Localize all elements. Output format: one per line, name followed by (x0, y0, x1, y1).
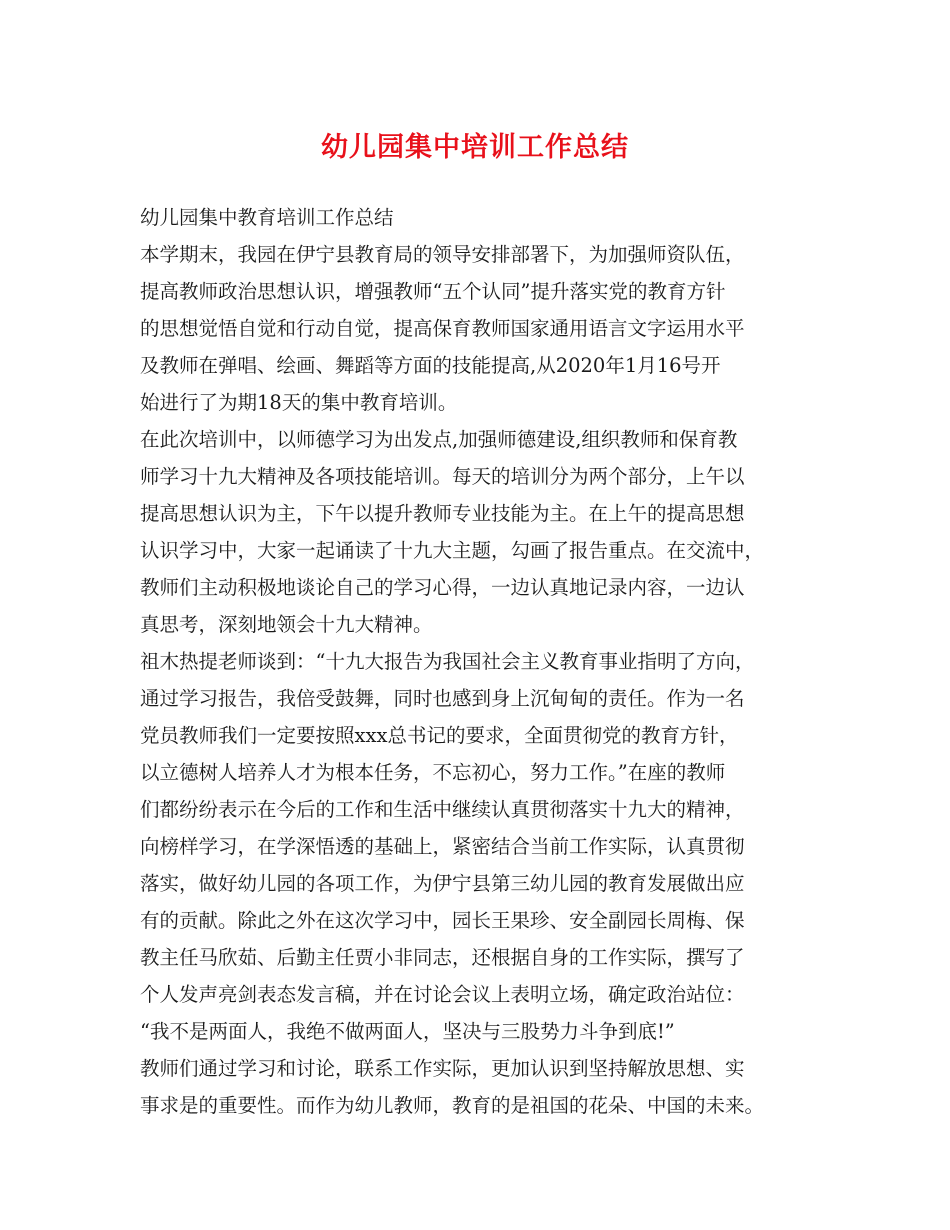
text-line: 本学期末，我园在伊宁县教育局的领导安排部署下，为加强师资队伍， (140, 243, 745, 266)
text-line: 认识学习中，大家一起诵读了十九大主题，勾画了报告重点。在交流中， (140, 539, 765, 562)
text-line: 通过学习报告，我倍受鼓舞，同时也感到身上沉甸甸的责任。作为一名 (140, 687, 745, 710)
text-line: 提高教师政治思想认识，增强教师“五个认同”提升落实党的教育方针 (140, 280, 726, 303)
text-line: 向榜样学习，在学深悟透的基础上，紧密结合当前工作实际，认真贯彻 (140, 835, 745, 858)
text-line: 始进行了为期18天的集中教育培训。 (140, 391, 458, 414)
text-line: 有的贡献。除此之外在这次学习中，园长王果珍、安全副园长周梅、保 (140, 909, 745, 932)
text-line: 的思想觉悟自觉和行动自觉，提高保育教师国家通用语言文字运用水平 (140, 317, 745, 340)
text-line: 师学习十九大精神及各项技能培训。每天的培训分为两个部分，上午以 (140, 465, 745, 488)
text-line: 教师们通过学习和讨论，联系工作实际，更加认识到坚持解放思想、实 (140, 1057, 745, 1080)
text-line: 以立德树人培养人才为根本任务，不忘初心，努力工作。”在座的教师 (140, 761, 726, 784)
text-line: 教主任马欣茹、后勤主任贾小非同志，还根据自身的工作实际，撰写了 (140, 946, 745, 969)
document-title: 幼儿园集中培训工作总结 (321, 132, 629, 163)
document-body (140, 199, 830, 1124)
text-line: 落实，做好幼儿园的各项工作，为伊宁县第三幼儿园的教育发展做出应 (140, 872, 745, 895)
text-line: 及教师在弹唱、绘画、舞蹈等方面的技能提高,从2020年1月16号开 (140, 354, 721, 377)
text-line: 真思考，深刻地领会十九大精神。 (140, 613, 433, 636)
text-line: 个人发声亮剑表态发言稿，并在讨论会议上表明立场，确定政治站位： (140, 983, 745, 1006)
text-line: 事求是的重要性。而作为幼儿教师，教育的是祖国的花朵、中国的未来。 (140, 1094, 765, 1117)
text-line: 党员教师我们一定要按照xxx总书记的要求，全面贯彻党的教育方针， (140, 724, 739, 747)
text-line: 们都纷纷表示在今后的工作和生活中继续认真贯彻落实十九大的精神， (140, 798, 745, 821)
text-line: 在此次培训中，以师德学习为出发点,加强师德建设,组织教师和保育教 (140, 428, 738, 451)
text-line: 提高思想认识为主，下午以提升教师专业技能为主。在上午的提高思想 (140, 502, 745, 525)
text-line: 教师们主动积极地谈论自己的学习心得，一边认真地记录内容，一边认 (140, 576, 745, 599)
text-line: 祖木热提老师谈到：“十九大报告为我国社会主义教育事业指明了方向， (140, 650, 755, 673)
text-line: 幼儿园集中教育培训工作总结 (140, 206, 394, 229)
text-line: “我不是两面人，我绝不做两面人，坚决与三股势力斗争到底!” (140, 1020, 675, 1043)
